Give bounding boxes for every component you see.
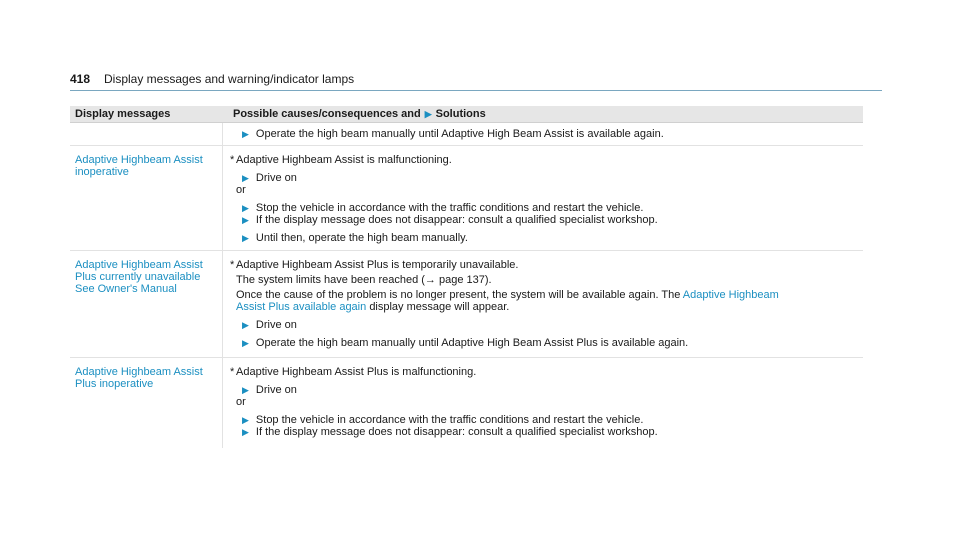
column-header-causes-label: Possible causes/consequences and xyxy=(233,108,421,120)
availability-text: Once the cause of the problem is no longer present, the system will be available again. The Adaptive Highbeam xyxy=(236,289,779,301)
step-arrow-icon: ▶ xyxy=(242,320,249,330)
message-reference: Assist Plus available again xyxy=(236,301,367,313)
step-arrow-icon: ▶ xyxy=(242,215,249,225)
solution-step: ▶ Operate the high beam manually until Adaptive High Beam Assist is available again. xyxy=(242,128,664,140)
page-header xyxy=(70,70,882,91)
solution-step: ▶ Drive on xyxy=(242,319,297,331)
step-arrow-icon: ▶ xyxy=(242,173,249,183)
page-number: 418 xyxy=(70,72,91,86)
display-message: Adaptive Highbeam Assist inoperative xyxy=(75,154,203,178)
solution-step: ▶ Drive on xyxy=(242,172,297,184)
solution-step: ▶ Until then, operate the high beam manually. xyxy=(242,232,468,244)
column-header-causes xyxy=(233,108,486,120)
table-row xyxy=(70,123,863,146)
table-row xyxy=(70,358,863,448)
step-arrow-icon: ▶ xyxy=(242,233,249,243)
step-arrow-icon: ▶ xyxy=(242,427,249,437)
cause-text: * Adaptive Highbeam Assist is malfunctioning. xyxy=(230,154,452,166)
row-causes-solutions xyxy=(230,154,856,244)
table-header xyxy=(70,106,863,123)
row-causes-solutions xyxy=(230,259,856,349)
step-arrow-icon: ▶ xyxy=(242,385,249,395)
solution-step: ▶ Operate the high beam manually until Adaptive High Beam Assist Plus is available again. xyxy=(242,337,689,349)
table-row xyxy=(70,146,863,251)
display-message: Adaptive Highbeam Assist Plus inoperative xyxy=(75,366,203,390)
solution-step: ▶ If the display message does not disappear: consult a qualified specialist workshop. xyxy=(242,426,658,438)
message-reference: Adaptive Highbeam xyxy=(682,289,779,301)
column-header-display-messages: Display messages xyxy=(75,108,171,120)
solution-step: ▶ Stop the vehicle in accordance with the traffic conditions and restart the vehicle. xyxy=(242,414,644,426)
step-arrow-icon: ▶ xyxy=(242,415,249,425)
row-solutions xyxy=(236,128,856,140)
cause-text: * Adaptive Highbeam Assist Plus is temporarily unavailable. xyxy=(230,259,519,271)
availability-text-cont: Assist Plus available again display message will appear. xyxy=(236,301,510,313)
table-row xyxy=(70,251,863,358)
solution-step: ▶ Stop the vehicle in accordance with the traffic conditions and restart the vehicle. xyxy=(242,202,644,214)
solution-step: ▶ Drive on xyxy=(242,384,297,396)
step-arrow-icon: ▶ xyxy=(242,203,249,213)
or-text: or xyxy=(236,184,246,196)
step-arrow-icon: ▶ xyxy=(242,129,249,139)
page-title: Display messages and warning/indicator lamps xyxy=(104,72,355,86)
system-limits-text: The system limits have been reached (→ page 137). xyxy=(236,274,492,286)
solution-step: ▶ If the display message does not disappear: consult a qualified specialist workshop. xyxy=(242,214,658,226)
step-arrow-icon: ▶ xyxy=(242,338,249,348)
column-header-solutions-label: Solutions xyxy=(435,108,486,120)
or-text: or xyxy=(236,396,246,408)
solution-arrow-icon: ▶ xyxy=(424,108,432,119)
row-causes-solutions xyxy=(230,366,856,438)
display-messages-table xyxy=(70,106,863,448)
display-message: Adaptive Highbeam Assist Plus currently unavailable See Owner's Manual xyxy=(75,259,203,295)
cause-text: * Adaptive Highbeam Assist Plus is malfunctioning. xyxy=(230,366,477,378)
